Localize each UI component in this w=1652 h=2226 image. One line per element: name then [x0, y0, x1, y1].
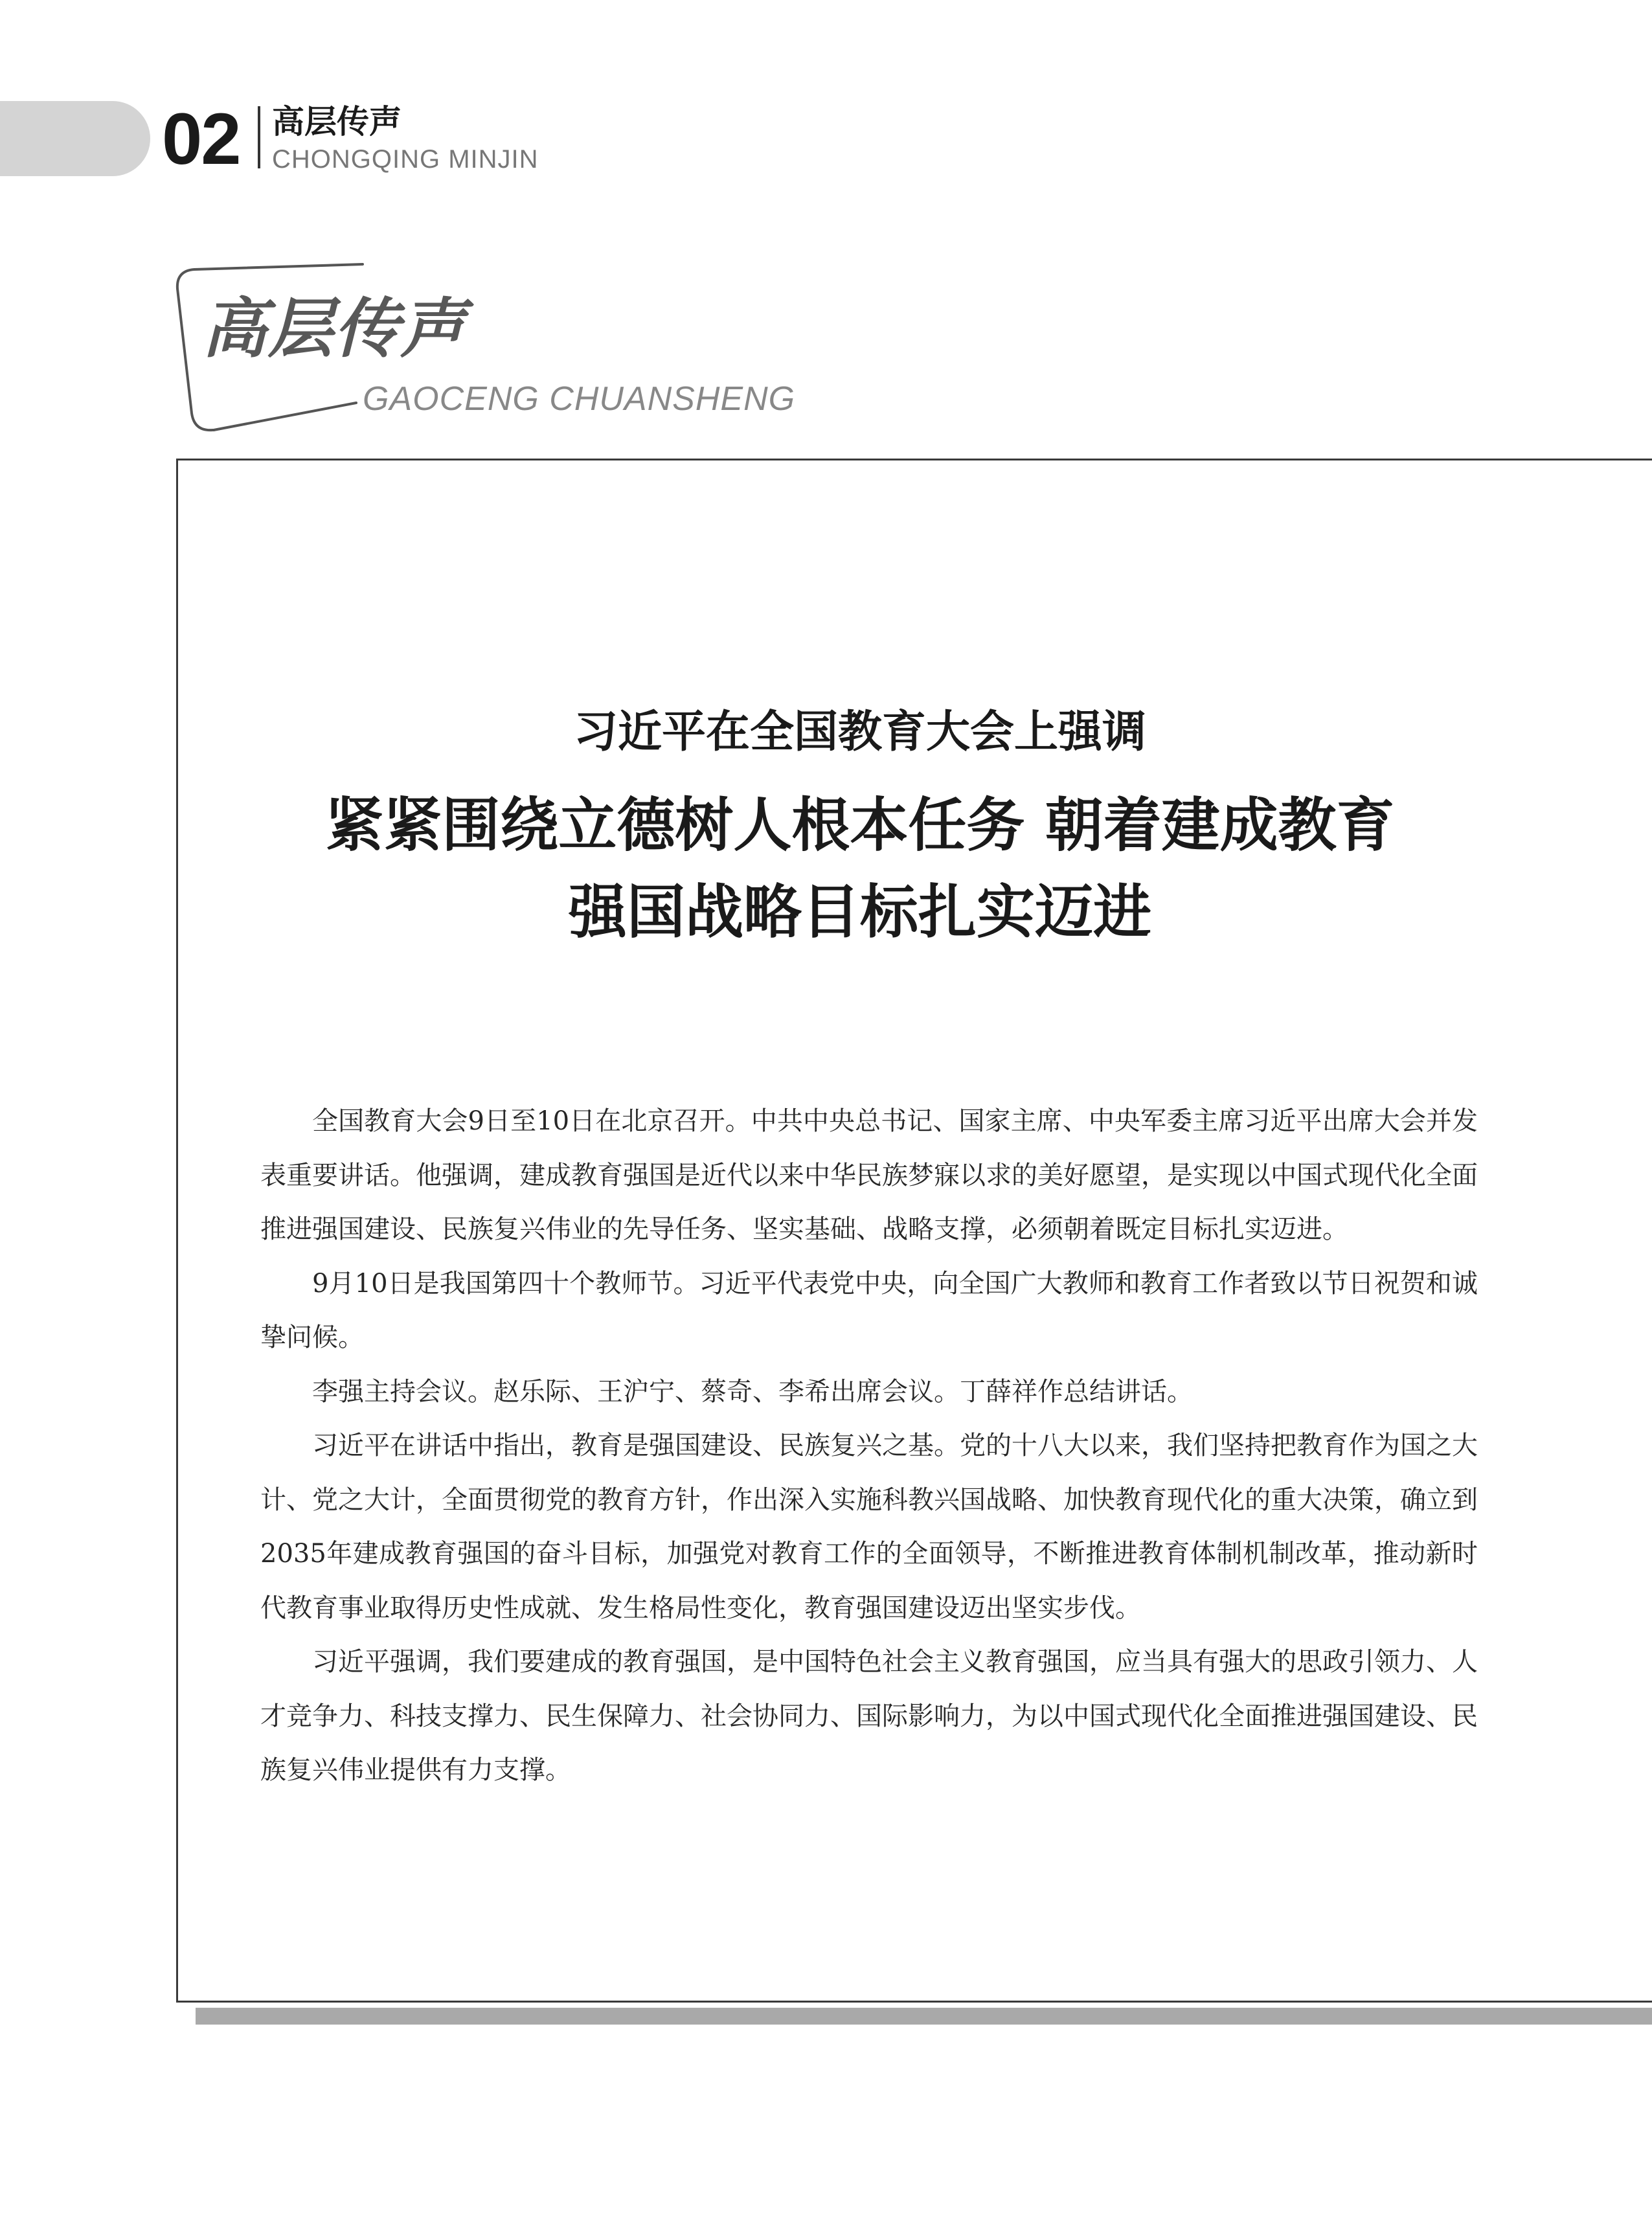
- article-kicker: 习近平在全国教育大会上强调: [573, 707, 1146, 758]
- header-tab-decoration: [0, 101, 150, 176]
- column-title: 高层传声: [202, 291, 466, 367]
- body-paragraph: 习近平强调，我们要建成的教育强国，是中国特色社会主义教育强国，应当具有强大的思政引领力、人才竞争力、科技支撑力、民生保障力、社会协同力、国际影响力，为以中国式现代化全面推进强国建设、民族复兴伟业提供有力支撑。: [260, 1647, 1478, 1785]
- article-body: [260, 1095, 1478, 1798]
- body-paragraph: 习近平在讲话中指出，教育是强国建设、民族复兴之基。党的十八大以来，我们坚持把教育作为国之大计、党之大计，全面贯彻党的教育方针，作出深入实施科教兴国战略、加快教育现代化的重大决策，确立到2035年建成教育强国的奋斗目标，加强党对教育工作的全面领导，不断推进教育体制机制改革，推动新时代教育事业取得历史性成就、发生格局性变化，教育强国建设迈出坚实步伐。: [260, 1431, 1478, 1623]
- column-subtitle: GAOCENG CHUANSHENG: [363, 380, 796, 418]
- headline-line: 紧紧围绕立德树人根本任务 朝着建成教育: [325, 791, 1395, 859]
- header-divider: [258, 106, 260, 168]
- running-header-title: 高层传声: [272, 103, 402, 141]
- body-paragraph: 9月10日是我国第四十个教师节。习近平代表党中央，向全国广大教师和教育工作者致以节日祝贺和诚挚问候。: [260, 1268, 1478, 1352]
- body-paragraph: 李强主持会议。赵乐际、王沪宁、蔡奇、李希出席会议。丁薛祥作总结讲话。: [312, 1376, 1193, 1407]
- running-header-subtitle: CHONGQING MINJIN: [272, 145, 539, 174]
- page-number: 02: [162, 98, 240, 179]
- article-headline: [176, 782, 1544, 956]
- frame-shadow: [196, 2008, 1652, 2025]
- headline-line: 强国战略目标扎实迈进: [569, 878, 1151, 946]
- body-paragraph: 全国教育大会9日至10日在北京召开。中共中央总书记、国家主席、中央军委主席习近平出席大会并发表重要讲话。他强调，建成教育强国是近代以来中华民族梦寐以求的美好愿望，是实现以中国式现代化全面推进强国建设、民族复兴伟业的先导任务、坚实基础、战略支撑，必须朝着既定目标扎实迈进。: [260, 1106, 1478, 1244]
